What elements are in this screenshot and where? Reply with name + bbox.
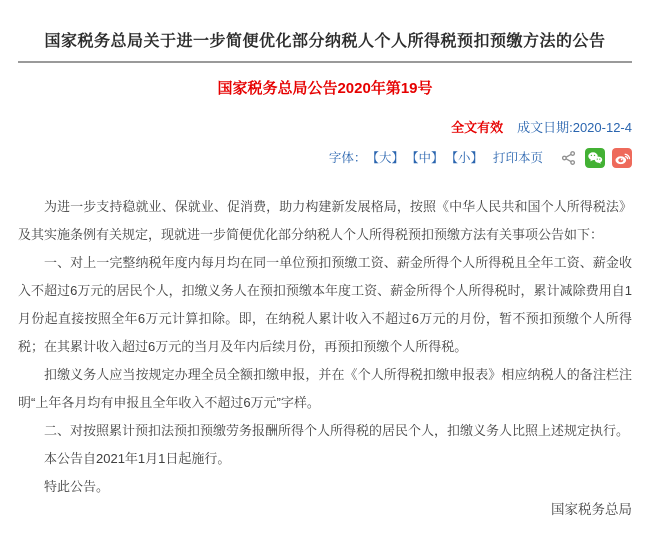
share-icon[interactable] [561, 150, 576, 166]
body-paragraph-3: 扣缴义务人应当按规定办理全员全额扣缴申报，并在《个人所得税扣缴申报表》相应纳税人的备注栏注明“上年各月均有申报且全年收入不超过6万元”字样。 [18, 367, 632, 410]
signature: 国家税务总局 [551, 502, 632, 517]
body-paragraph-1: 为进一步支持稳就业、保就业、促消费，助力构建新发展格局，按照《中华人民共和国个人所得税法》及其实施条例有关规定，现就进一步简便优化部分纳税人个人所得税预扣预缴方法有关事项公告如下： [18, 199, 632, 242]
body-paragraph-2: 一、对上一完整纳税年度内每月均在同一单位预扣预缴工资、薪金所得个人所得税且全年工资、薪金收入不超过6万元的居民个人，扣缴义务人在预扣预缴本年度工资、薪金所得个人所得税时，累计减除费用自1月份起直接按照全年6万元计算扣除。即，在纳税人累计收入不超过6万元的月份，暂不预扣预缴个人所得税；在其累计收入超过6万元的当月及年内后续月份，再预扣预缴个人所得税。 [18, 255, 632, 354]
font-size-large-button[interactable]: 【大】 [366, 151, 404, 165]
page-title: 国家税务总局关于进一步简便优化部分纳税人个人所得税预扣预缴方法的公告 [44, 33, 606, 50]
body-paragraph-4: 二、对按照累计预扣法预扣预缴劳务报酬所得个人所得税的居民个人，扣缴义务人比照上述规定执行。 [44, 423, 630, 438]
issue-date: 成文日期:2020-12-4 [517, 120, 632, 135]
document-number: 国家税务总局公告2020年第19号 [217, 80, 433, 97]
meta-row [18, 119, 632, 136]
wechat-icon [585, 148, 605, 168]
announcement-body [18, 193, 632, 501]
font-size-label: 字体： [328, 151, 367, 165]
weibo-share-button[interactable] [612, 148, 632, 168]
weibo-icon [612, 148, 632, 168]
validity-status: 全文有效 [451, 120, 504, 135]
title-divider [18, 61, 632, 63]
body-paragraph-6: 特此公告。 [44, 479, 110, 494]
wechat-share-button[interactable] [585, 148, 605, 168]
body-paragraph-5: 本公告自2021年1月1日起施行。 [44, 451, 231, 466]
print-page-button[interactable]: 打印本页 [492, 151, 543, 165]
announcement-page [0, 31, 650, 547]
toolbar-row [18, 148, 632, 168]
font-size-medium-button[interactable]: 【中】 [405, 151, 444, 165]
font-size-small-button[interactable]: 【小】 [445, 151, 483, 165]
